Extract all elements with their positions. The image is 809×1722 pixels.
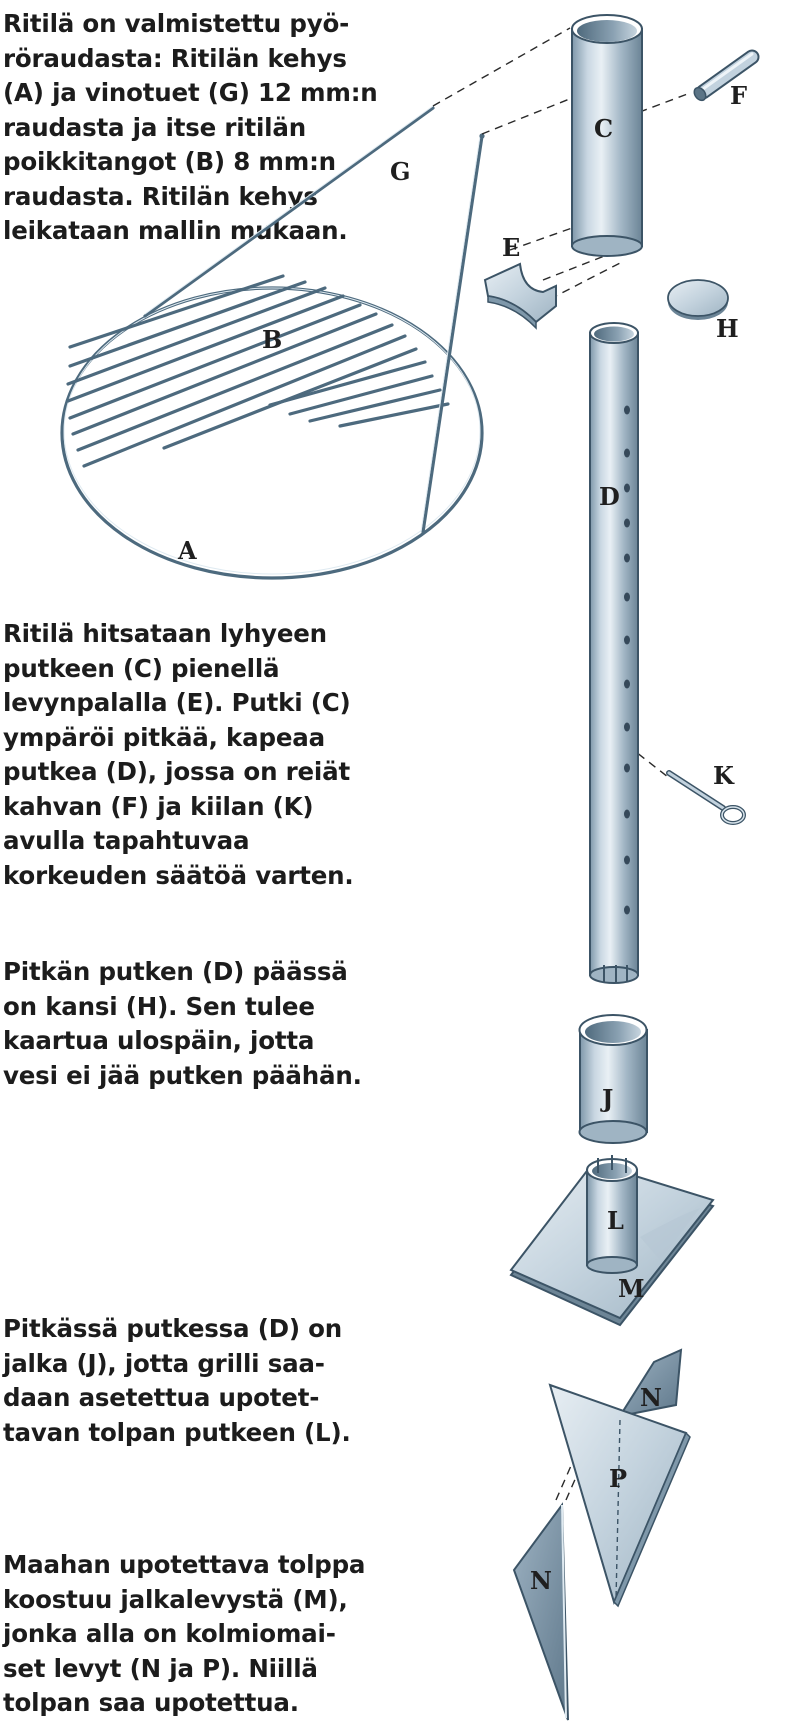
diagonal-supports-g (145, 106, 485, 532)
foot-pipe-j (580, 1015, 648, 1143)
label-c: C (594, 114, 614, 143)
label-f: F (730, 81, 748, 110)
label-h: H (716, 314, 739, 343)
label-n-top: N (640, 1383, 662, 1412)
label-b: B (262, 325, 283, 354)
triangle-plate-n-bottom (514, 1505, 568, 1720)
label-d: D (599, 482, 620, 511)
label-a: A (178, 536, 197, 565)
label-n-bottom: N (530, 1566, 552, 1595)
text-pipe-foot: Pitkässä putkessa (D) on jalka (J), jotta grilli saa- daan asetettua upotet- tavan tolpan putkeen (L). (3, 1314, 351, 1447)
grate-cross-rods-b (68, 276, 448, 466)
label-e: E (502, 233, 521, 262)
label-j: J (602, 1084, 614, 1113)
text-grate-welding: Ritilä hitsataan lyhyeen putkeen (C) pienellä levynpalalla (E). Putki (C) ympäröi pitkää, kapeaa putkea (D), jossa on reiät kahvan (F) ja kiilan (K) avulla tapahtuvaa korkeuden säätöä varten. (3, 619, 354, 890)
long-pipe-d (590, 323, 638, 983)
text-ground-post: Maahan upotettava tolppa koostuu jalkalevystä (M), jonka alla on kolmiomai- set levyt (N ja P). Niillä tolpan saa upotettua. (3, 1550, 366, 1717)
label-p: P (609, 1464, 628, 1493)
small-plate-e (485, 264, 556, 328)
text-pipe-cap: Pitkän putken (D) päässä on kansi (H). Sen tulee kaartua ulospäin, jotta vesi ei jää putken päähän. (3, 957, 362, 1090)
text-grill-grate-materials: Ritilä on valmistettu pyö- röraudasta: Ritilän kehys (A) ja vinotuet (G) 12 mm:n raudasta ja itse ritilän poikkitangot (B) 8 mm:n raudasta. Ritilän kehys leikataan mallin mukaan. (3, 9, 378, 245)
label-g: G (390, 157, 411, 186)
label-m: M (618, 1274, 645, 1303)
triangle-plate-p (550, 1385, 690, 1606)
label-l: L (607, 1206, 624, 1235)
label-k: K (713, 761, 734, 790)
